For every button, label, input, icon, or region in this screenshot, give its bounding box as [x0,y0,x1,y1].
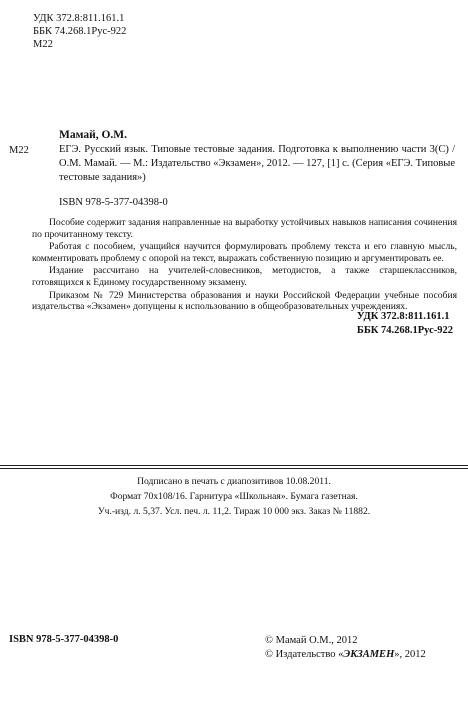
record-author: Мамай, О.М. [59,129,128,141]
record-author-mark: М22 [9,145,29,156]
copyright-block [265,634,426,662]
imprint-line: Формат 70х108/16. Гарнитура «Школьная». Бумага газетная. [110,491,358,502]
annotation [32,217,457,314]
annotation-paragraph: Пособие содержит задания направленные на выработку устойчивых навыков написания сочинения по прочитанному тексту. [32,217,457,240]
bbk-code-bottom: ББК 74.268.1Рус-922 [356,324,453,336]
annotation-paragraph: Приказом № 729 Министерства образования и науки Российской Федерации учебные пособия издательства «Экзамен» допущены к использованию в общеобразовательных учреждениях. [32,289,457,313]
imprint-line: Уч.-изд. л. 5,37. Усл. печ. л. 11,2. Тираж 10 000 экз. Заказ № 11882. [97,506,371,517]
bbk-code-top: ББК 74.268.1Рус-922 [33,26,127,37]
copyright-publisher [265,648,426,662]
bottom-classification-block [357,310,453,337]
copyright-prefix: © Издательство « [265,649,344,660]
top-classification-block [33,12,126,51]
record-description: ЕГЭ. Русский язык. Типовые тестовые задания. Подготовка к выполнению части 3(С) / О.М. Мамай. — М.: Издательство «Экзамен», 2012. — 127, [1] с. (Серия «ЕГЭ. Типовые тестовые задания») [59,144,455,183]
udk-code-bottom: УДК 372.8:811.161.1 [356,311,450,322]
author-mark-top: М22 [33,39,53,50]
copyright-suffix: », 2012 [394,649,426,660]
udk-code-top: УДК 372.8:811.161.1 [33,13,125,24]
footer-isbn: ISBN 978-5-377-04398-0 [9,634,119,645]
copyright-author: © Мамай О.М., 2012 [265,635,358,646]
divider-line [0,465,468,466]
annotation-paragraph: Работая с пособием, учащийся научится формулировать проблему текста и его главную мысль, комментировать проблему с опорой на текст, выражать собственную позицию и аргументировать ее. [32,241,457,264]
annotation-paragraph: Издание рассчитано на учителей-словесников, методистов, а также старшеклассников, готовящихся к Единому государственному экзамену. [32,265,457,288]
divider-line [0,468,468,469]
record-isbn: ISBN 978-5-377-04398-0 [59,197,168,208]
imprint-line: Подписано в печать с диапозитивов 10.08.2011. [137,476,331,487]
imprint-block [0,474,468,519]
publisher-brand: ЭКЗАМЕН [343,649,395,660]
